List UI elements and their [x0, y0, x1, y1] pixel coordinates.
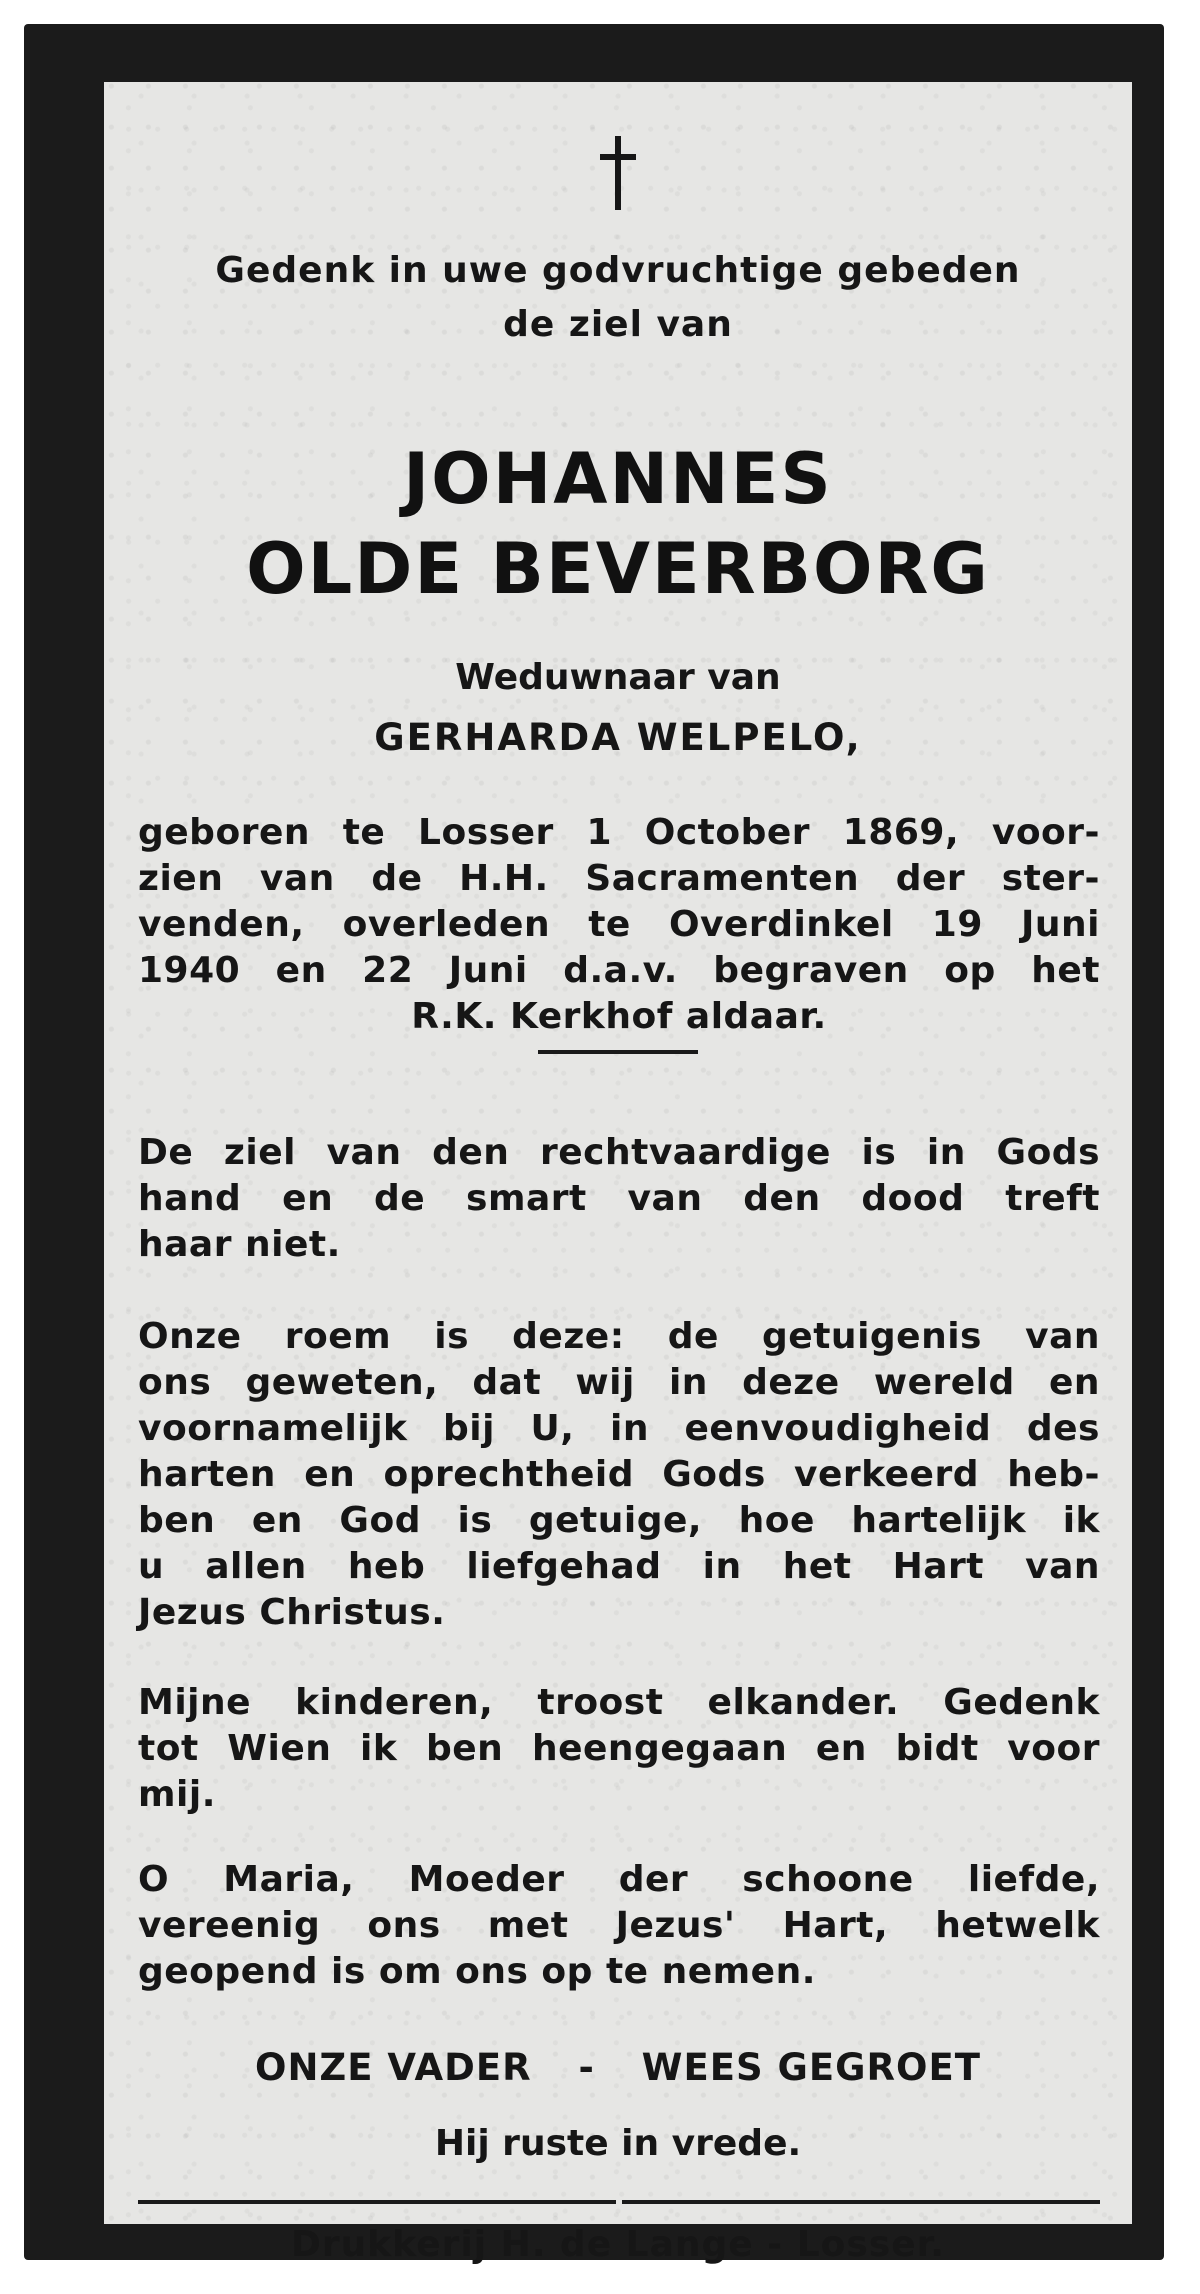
prayer-our-father: ONZE VADER: [254, 2046, 532, 2089]
paragraph-line: mij.: [138, 1774, 216, 1815]
paragraph-line: Onze roem is deze: de getuigenis van: [138, 1316, 1100, 1357]
paragraph-line: tot Wien ik ben heengegaan en bidt voor: [138, 1728, 1100, 1769]
memorial-card: [104, 82, 1132, 2265]
paragraph-line: ons geweten, dat wij in deze wereld en: [138, 1362, 1100, 1403]
divider: [138, 2200, 616, 2204]
paragraph-line: hand en de smart van den dood treft: [138, 1178, 1100, 1219]
paragraph-line: geopend is om ons op te nemen.: [138, 1951, 816, 1992]
verse-paragraph: [138, 1130, 1100, 1268]
paragraph-line: De ziel van den rechtvaardige is in Gods: [138, 1132, 1100, 1173]
deceased-name: [104, 434, 1132, 614]
widow-label: Weduwnaar van: [455, 657, 781, 698]
verse-paragraph: [138, 1680, 1100, 1818]
birth-death-paragraph: [138, 810, 1100, 1040]
paragraph-line: voornamelijk bij U, in eenvoudigheid des: [138, 1408, 1100, 1449]
deceased-surname: OLDE BEVERBORG: [246, 528, 990, 610]
paragraph-line: O Maria, Moeder der schoone liefde,: [138, 1859, 1100, 1900]
prayer-separator: -: [578, 2046, 595, 2089]
intro-line: Gedenk in uwe godvruchtige gebeden: [215, 250, 1021, 291]
spouse-name: GERHARDA WELPELO,: [374, 716, 862, 759]
memorial-card-frame: [24, 24, 1164, 2265]
paragraph-line: R.K. Kerkhof aldaar.: [411, 996, 827, 1037]
prayer-line: [104, 2042, 1132, 2094]
cross-icon: [104, 136, 1132, 216]
paragraph-line: venden, overleden te Overdinkel 19 Juni: [138, 904, 1100, 945]
intro-text: [104, 244, 1132, 352]
paragraph-line: vereenig ons met Jezus' Hart, hetwelk: [138, 1905, 1100, 1946]
printer-credit: Drukkerij H. de Lange - Losser.: [291, 2224, 945, 2265]
paragraph-line: harten en oprechtheid Gods verkeerd heb-: [138, 1454, 1100, 1495]
paragraph-line: 1940 en 22 Juni d.a.v. begraven op het: [138, 950, 1100, 991]
paragraph-line: haar niet.: [138, 1224, 341, 1265]
paragraph-line: geboren te Losser 1 October 1869, voor-: [138, 812, 1100, 853]
divider: [538, 1050, 698, 1054]
paragraph-line: Jezus Christus.: [138, 1592, 446, 1633]
divider: [622, 2200, 1100, 2204]
deceased-first-name: JOHANNES: [403, 438, 833, 520]
paragraph-line: Mijne kinderen, troost elkander. Gedenk: [138, 1682, 1100, 1723]
prayer-hail-mary: WEES GEGROET: [641, 2046, 982, 2089]
verse-paragraph: [138, 1857, 1100, 1995]
verse-paragraph: [138, 1314, 1100, 1636]
paragraph-line: zien van de H.H. Sacramenten der ster-: [138, 858, 1100, 899]
paragraph-line: ben en God is getuige, hoe hartelijk ik: [138, 1500, 1100, 1541]
paragraph-line: u allen heb liefgehad in het Hart van: [138, 1546, 1100, 1587]
intro-line: de ziel van: [503, 304, 733, 345]
rest-in-peace: Hij ruste in vrede.: [434, 2123, 802, 2164]
